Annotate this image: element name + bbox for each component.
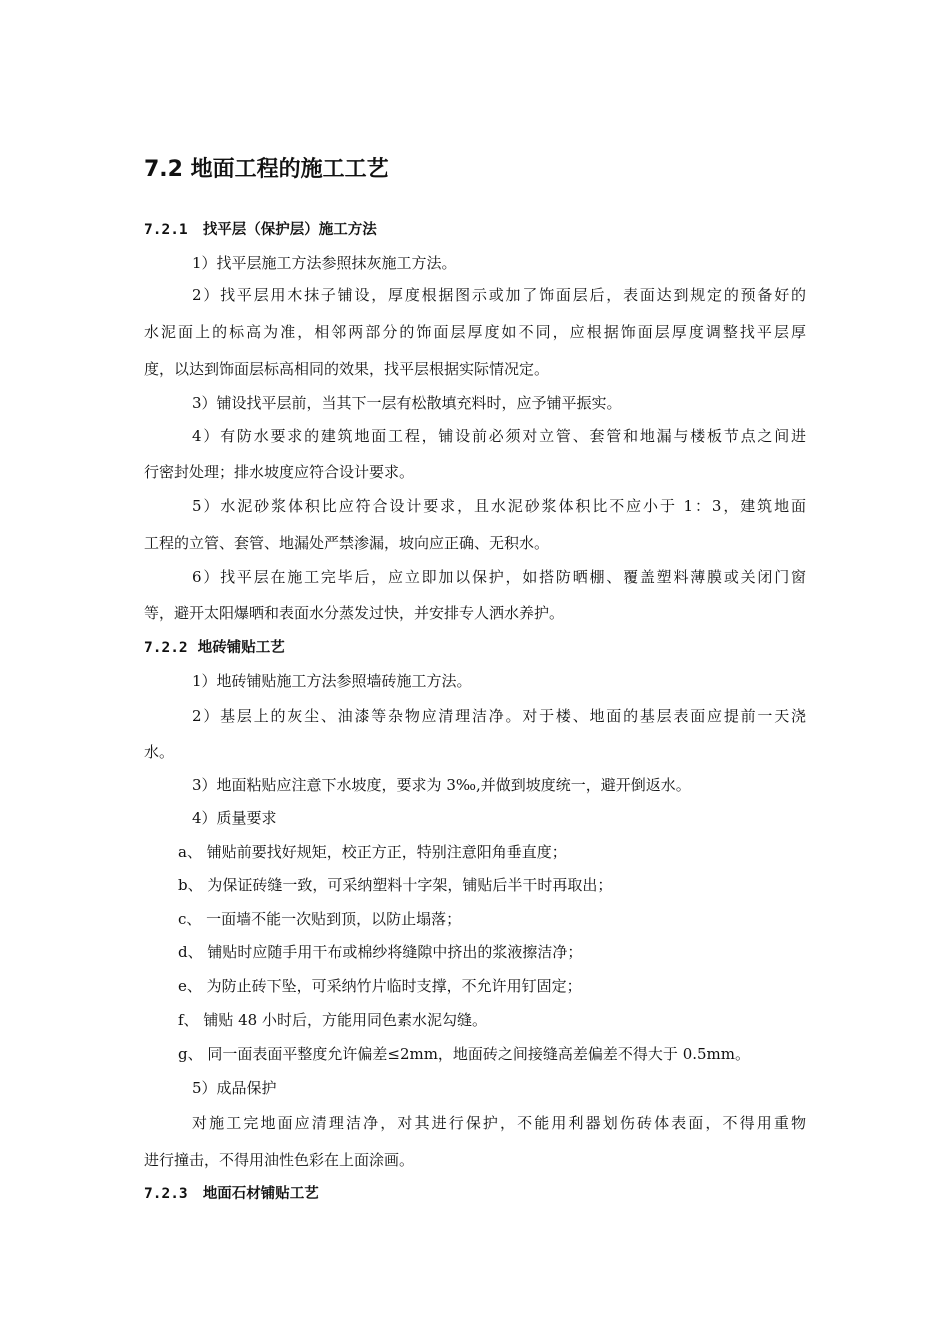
list-item: g、 同一面表面平整度允许偏差≤2mm，地面砖之间接缝高差偏差不得大于 0.5mm。 [178, 1045, 751, 1063]
list-item: d、 铺贴时应随手用干布或棉纱将缝隙中挤出的浆液擦洁净； [178, 943, 583, 961]
subsection-heading-7-2-2 [144, 636, 285, 660]
paragraph-line: 3）铺设找平层前，当其下一层有松散填充料时，应予铺平振实。 [192, 394, 622, 412]
list-item: a、 铺贴前要找好规矩，校正方正，特别注意阳角垂直度； [178, 843, 567, 861]
subsection-heading-7-2-3 [144, 1182, 319, 1206]
heading-text: 地砖铺贴工艺 [197, 640, 285, 656]
paragraph-line: 等，避开太阳爆晒和表面水分蒸发过快，并安排专人洒水养护。 [144, 604, 565, 622]
paragraph-line: 行密封处理；排水坡度应符合设计要求。 [144, 463, 415, 481]
paragraph-line: 水。 [144, 743, 175, 761]
paragraph-line: 5）水泥砂浆体积比应符合设计要求，且水泥砂浆体积比不应小于 1：3，建筑地面 [192, 497, 806, 515]
paragraph-line: 进行撞击，不得用油性色彩在上面涂画。 [144, 1151, 415, 1169]
paragraph-line: 2）基层上的灰尘、油漆等杂物应清理洁净。对于楼、地面的基层表面应提前一天浇 [192, 707, 806, 725]
paragraph-line: 对施工完地面应清理洁净，对其进行保护，不能用利器划伤砖体表面，不得用重物 [192, 1114, 806, 1132]
list-item: c、 一面墙不能一次贴到顶，以防止塌落； [178, 910, 462, 928]
paragraph-line: 度，以达到饰面层标高相同的效果，找平层根据实际情况定。 [144, 360, 550, 378]
heading-number: 7.2.2 [144, 640, 188, 656]
list-item: b、 为保证砖缝一致，可采纳塑料十字架，铺贴后半干时再取出； [178, 876, 613, 894]
heading-number: 7.2.1 [144, 222, 188, 238]
paragraph-line: 4）有防水要求的建筑地面工程，铺设前必须对立管、套管和地漏与楼板节点之间进 [192, 427, 806, 445]
heading-text: 找平层（保护层）施工方法 [202, 222, 377, 238]
subsection-heading-7-2-1 [144, 218, 377, 242]
heading-number: 7.2.3 [144, 1186, 188, 1202]
paragraph-line: 1）地砖铺贴施工方法参照墙砖施工方法。 [192, 672, 472, 690]
paragraph-line: 1）找平层施工方法参照抹灰施工方法。 [192, 254, 457, 272]
paragraph-line: 6）找平层在施工完毕后，应立即加以保护，如搭防晒棚、覆盖塑料薄膜或关闭门窗 [192, 568, 806, 586]
paragraph-line: 水泥面上的标高为准，相邻两部分的饰面层厚度如不同，应根据饰面层厚度调整找平层厚 [144, 323, 806, 341]
section-title: 7.2 地面工程的施工工艺 [144, 157, 389, 182]
paragraph-line: 3）地面粘贴应注意下水坡度，要求为 3‰,并做到坡度统一，避开倒返水。 [192, 776, 691, 794]
paragraph-line: 工程的立管、套管、地漏处严禁渗漏，坡向应正确、无积水。 [144, 534, 550, 552]
heading-text: 地面石材铺贴工艺 [202, 1186, 319, 1202]
paragraph-line: 5）成品保护 [192, 1079, 277, 1097]
paragraph-line: 4）质量要求 [192, 809, 277, 827]
paragraph-line: 2）找平层用木抹子铺设，厚度根据图示或加了饰面层后，表面达到规定的预备好的 [192, 286, 806, 304]
list-item: f、 铺贴 48 小时后，方能用同色素水泥勾缝。 [178, 1011, 487, 1029]
list-item: e、 为防止砖下坠，可采纳竹片临时支撑，不允许用钉固定； [178, 977, 582, 995]
